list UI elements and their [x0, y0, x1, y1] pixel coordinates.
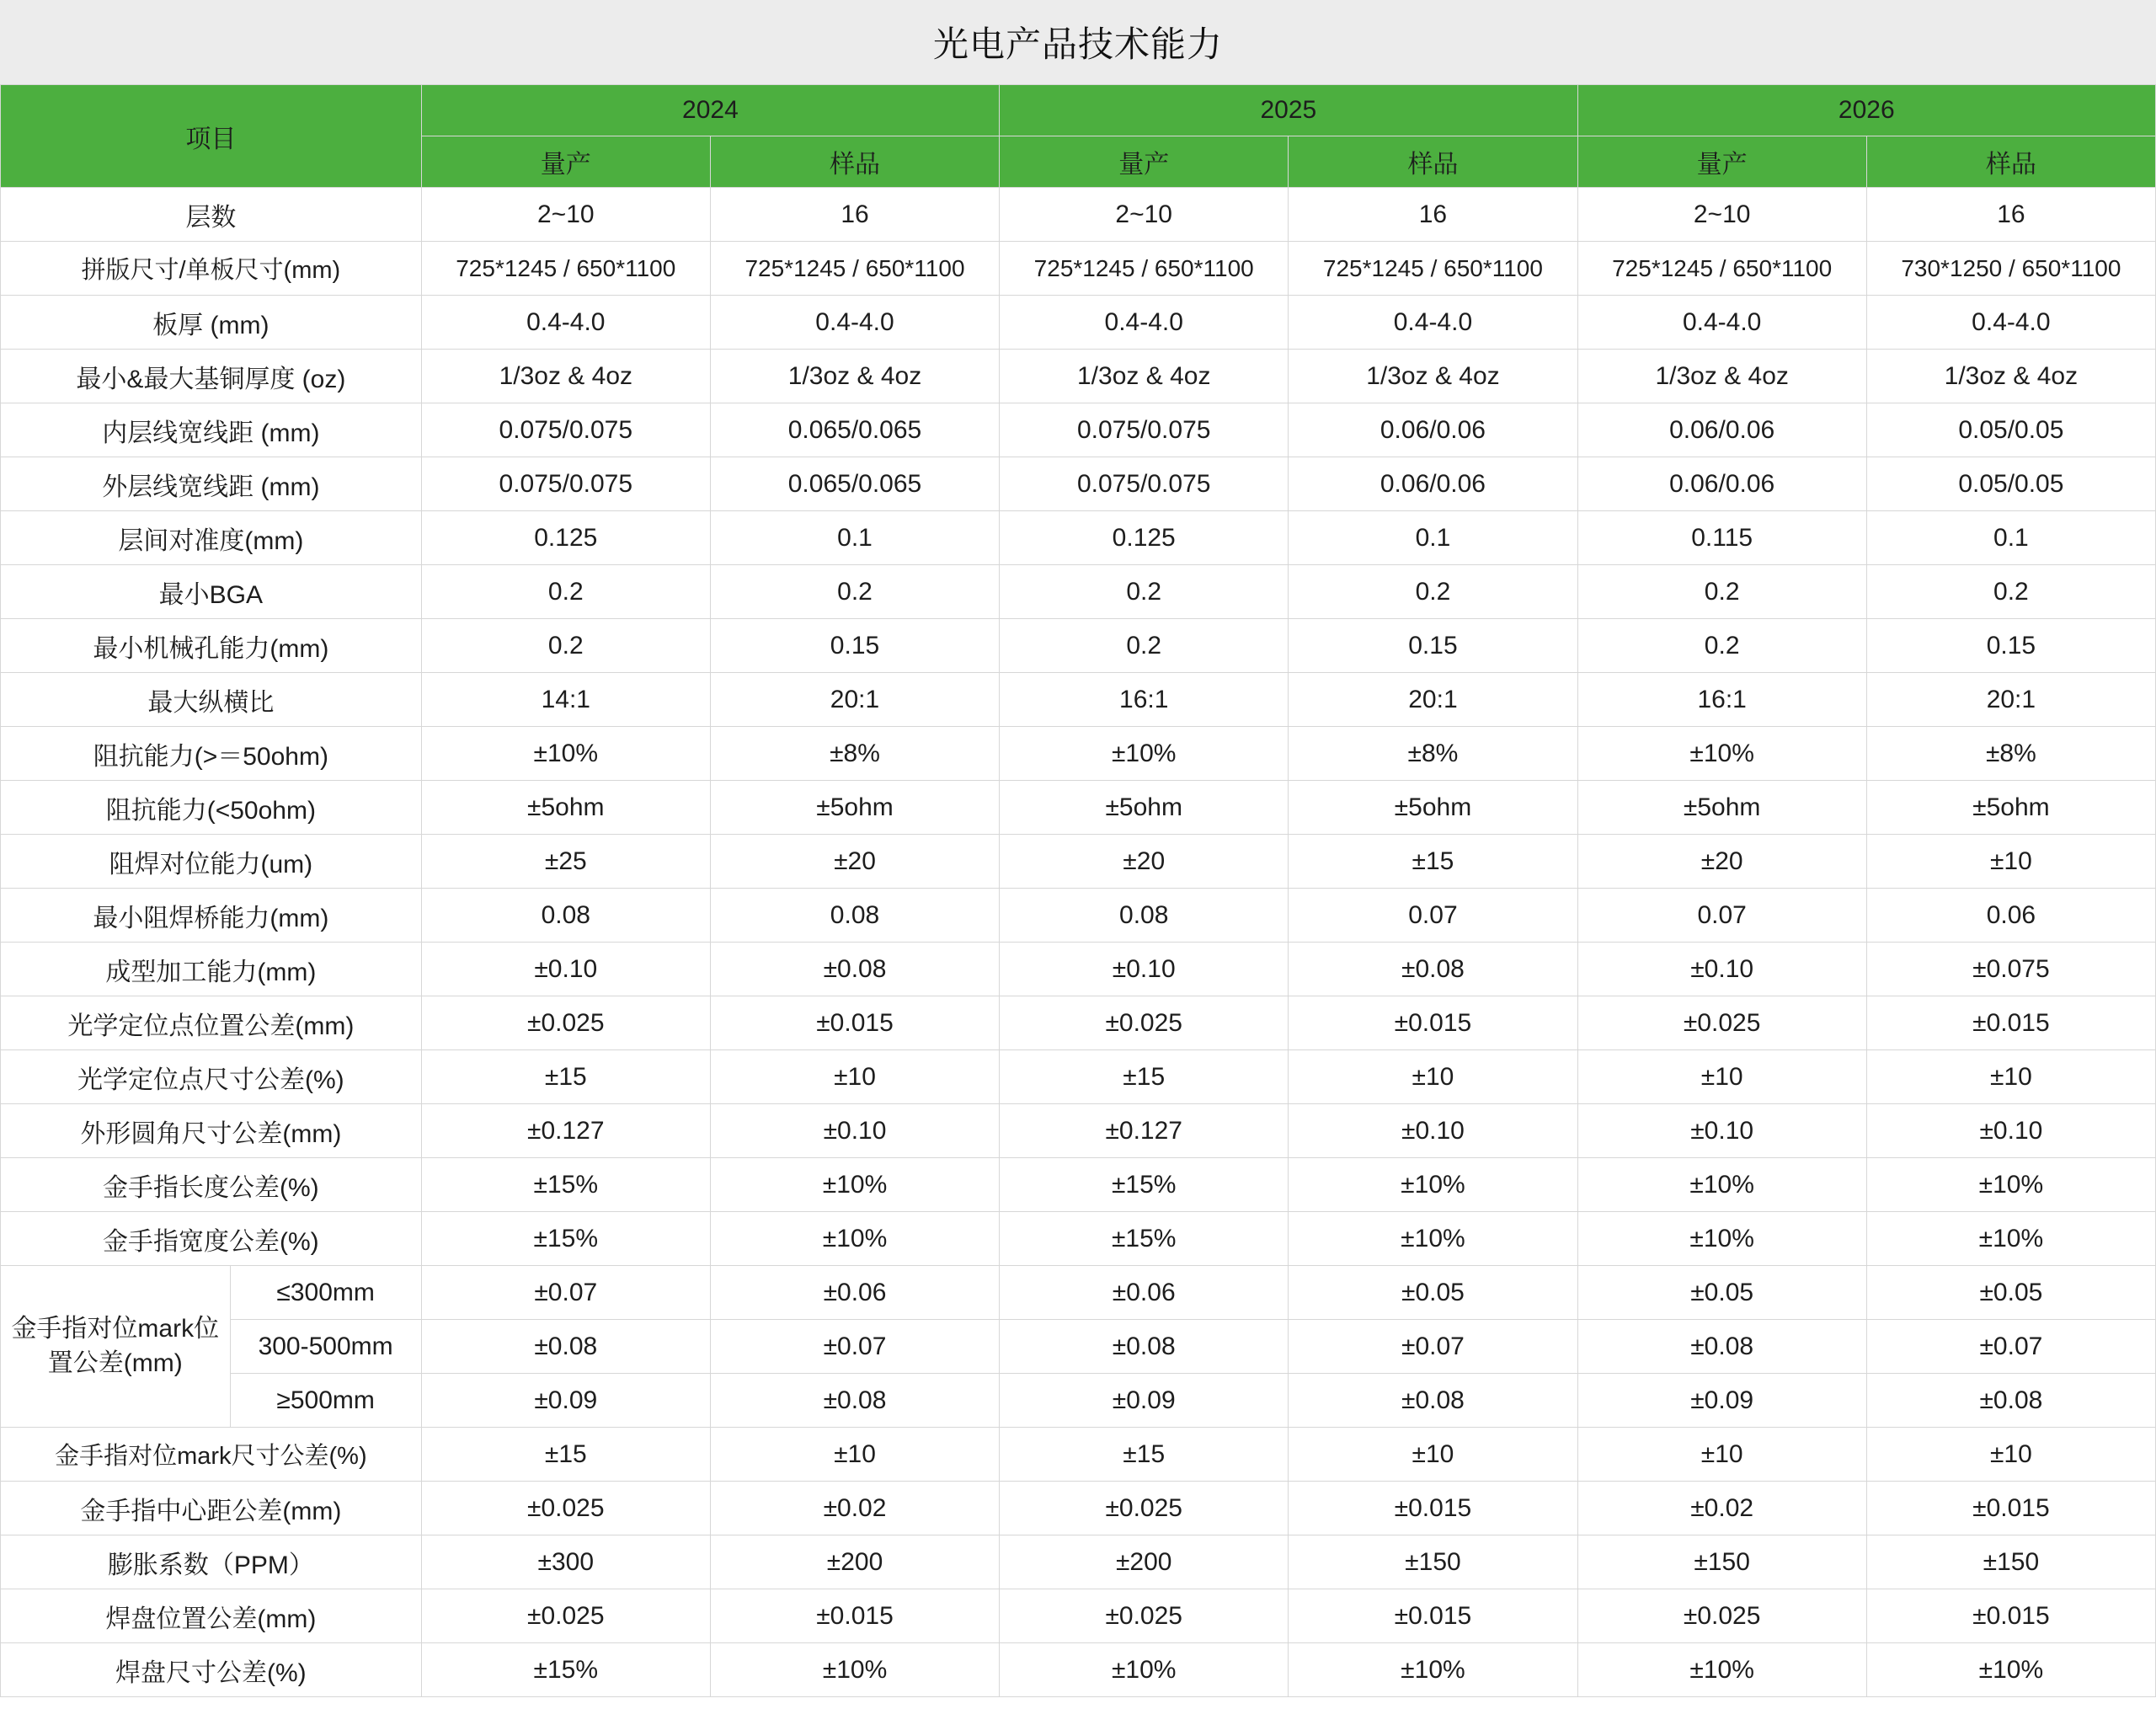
cell: ±0.09: [1577, 1374, 1866, 1428]
cell: ±0.08: [421, 1320, 710, 1374]
row-label: 膨胀系数（PPM）: [1, 1535, 422, 1589]
cell: 0.115: [1577, 511, 1866, 565]
cell: 725*1245 / 650*1100: [710, 242, 999, 296]
table-row: [1, 403, 2156, 457]
cell: 1/3oz & 4oz: [1866, 350, 2155, 403]
cell: ±5ohm: [1577, 781, 1866, 835]
header-sub-2026-sample: 样品: [1866, 136, 2155, 188]
cell: 0.2: [1000, 619, 1289, 673]
cell: ±0.08: [710, 1374, 999, 1428]
cell: ±0.08: [1289, 943, 1577, 996]
cell: ±10: [1577, 1428, 1866, 1482]
cell: 1/3oz & 4oz: [1289, 350, 1577, 403]
cell: 20:1: [1289, 673, 1577, 727]
cell: ±0.02: [710, 1482, 999, 1535]
cell: 0.2: [1577, 565, 1866, 619]
table-row: [1, 1158, 2156, 1212]
cell: ±10%: [1577, 1158, 1866, 1212]
cell: 0.4-4.0: [421, 296, 710, 350]
cell: ±0.10: [710, 1104, 999, 1158]
cell: 1/3oz & 4oz: [1000, 350, 1289, 403]
row-label: 光学定位点位置公差(mm): [1, 996, 422, 1050]
header-sub-2026-mass: 量产: [1577, 136, 1866, 188]
table-row: [1, 511, 2156, 565]
cell: ±10%: [1289, 1158, 1577, 1212]
cell: ±0.025: [421, 1589, 710, 1643]
header-sub-2024-sample: 样品: [710, 136, 999, 188]
cell: ±0.015: [1866, 1589, 2155, 1643]
cell: ±10%: [1866, 1158, 2155, 1212]
cell: ±10: [710, 1428, 999, 1482]
cell: ±5ohm: [1866, 781, 2155, 835]
cell: ±0.025: [1000, 996, 1289, 1050]
cell: 16:1: [1000, 673, 1289, 727]
cell: ±10%: [421, 727, 710, 781]
header-sub-2025-sample: 样品: [1289, 136, 1577, 188]
cell: 1/3oz & 4oz: [421, 350, 710, 403]
cell: ±0.08: [1577, 1320, 1866, 1374]
cell: ±10: [1866, 1050, 2155, 1104]
table-row: [1, 781, 2156, 835]
cell: ±0.06: [710, 1266, 999, 1320]
cell: ±0.015: [1866, 1482, 2155, 1535]
cell: ±20: [1577, 835, 1866, 889]
cell: ±0.02: [1577, 1482, 1866, 1535]
cell: 0.4-4.0: [1000, 296, 1289, 350]
cell: 0.1: [1289, 511, 1577, 565]
row-label: 阻抗能力(>＝50ohm): [1, 727, 422, 781]
table-row: [1, 457, 2156, 511]
cell: ±0.015: [1866, 996, 2155, 1050]
cell: 0.1: [710, 511, 999, 565]
table-row: [1, 1589, 2156, 1643]
table-row: [1, 242, 2156, 296]
cell: ±0.10: [1866, 1104, 2155, 1158]
cell: ±10%: [1866, 1212, 2155, 1266]
table-row: [1, 1643, 2156, 1697]
cell: ±15: [421, 1050, 710, 1104]
table-row: [1, 350, 2156, 403]
table-row: [1, 1104, 2156, 1158]
cell: 20:1: [710, 673, 999, 727]
cell: ±0.015: [710, 996, 999, 1050]
cell: ±10: [1866, 1428, 2155, 1482]
cell: ±10%: [710, 1212, 999, 1266]
cell: 0.08: [1000, 889, 1289, 943]
cell: ±15%: [1000, 1158, 1289, 1212]
row-label: 焊盘位置公差(mm): [1, 1589, 422, 1643]
cell: 0.2: [710, 565, 999, 619]
cell: ±150: [1866, 1535, 2155, 1589]
row-label: 板厚 (mm): [1, 296, 422, 350]
row-label: 金手指宽度公差(%): [1, 1212, 422, 1266]
cell: 0.4-4.0: [1289, 296, 1577, 350]
cell: 16: [1866, 188, 2155, 242]
cell: 0.125: [1000, 511, 1289, 565]
cell: 0.2: [421, 619, 710, 673]
cell: ±10%: [1000, 727, 1289, 781]
cell: ±10%: [710, 1643, 999, 1697]
row-label: 最小阻焊桥能力(mm): [1, 889, 422, 943]
group-sub-label: ≤300mm: [230, 1266, 421, 1320]
header-sub-2024-mass: 量产: [421, 136, 710, 188]
cell: 725*1245 / 650*1100: [1000, 242, 1289, 296]
cell: ±0.05: [1289, 1266, 1577, 1320]
cell: 16: [710, 188, 999, 242]
cell: ±5ohm: [710, 781, 999, 835]
cell: ±20: [710, 835, 999, 889]
cell: 0.065/0.065: [710, 403, 999, 457]
table-row: [1, 1535, 2156, 1589]
table-row: [1, 943, 2156, 996]
cell: ±10%: [1289, 1212, 1577, 1266]
cell: 0.075/0.075: [421, 457, 710, 511]
cell: ±0.015: [1289, 1589, 1577, 1643]
row-label: 最大纵横比: [1, 673, 422, 727]
table-row: [1, 1050, 2156, 1104]
cell: ±0.07: [421, 1266, 710, 1320]
table-header: [1, 85, 2156, 188]
cell: 16:1: [1577, 673, 1866, 727]
row-label: 最小机械孔能力(mm): [1, 619, 422, 673]
row-label: 金手指中心距公差(mm): [1, 1482, 422, 1535]
cell: ±20: [1000, 835, 1289, 889]
cell: ±0.10: [1289, 1104, 1577, 1158]
table-row: [1, 1320, 2156, 1374]
cell: 0.05/0.05: [1866, 457, 2155, 511]
row-label: 阻抗能力(<50ohm): [1, 781, 422, 835]
cell: ±25: [421, 835, 710, 889]
row-label: 最小BGA: [1, 565, 422, 619]
cell: ±300: [421, 1535, 710, 1589]
cell: ±10%: [1577, 727, 1866, 781]
cell: ±0.07: [1289, 1320, 1577, 1374]
cell: 0.15: [1289, 619, 1577, 673]
cell: 2~10: [421, 188, 710, 242]
cell: ±0.07: [1866, 1320, 2155, 1374]
table-row: [1, 1428, 2156, 1482]
cell: ±0.075: [1866, 943, 2155, 996]
cell: 0.125: [421, 511, 710, 565]
group-sub-label: 300-500mm: [230, 1320, 421, 1374]
row-label: 层数: [1, 188, 422, 242]
cell: ±10%: [1577, 1643, 1866, 1697]
cell: 725*1245 / 650*1100: [1577, 242, 1866, 296]
cell: ±15%: [421, 1643, 710, 1697]
cell: ±10: [1289, 1428, 1577, 1482]
cell: ±150: [1577, 1535, 1866, 1589]
cell: 16: [1289, 188, 1577, 242]
cell: 0.07: [1289, 889, 1577, 943]
cell: 0.2: [1866, 565, 2155, 619]
cell: ±0.127: [1000, 1104, 1289, 1158]
cell: 0.06/0.06: [1577, 457, 1866, 511]
cell: 0.2: [1000, 565, 1289, 619]
cell: ±200: [1000, 1535, 1289, 1589]
page-title: 光电产品技术能力: [932, 24, 1223, 64]
cell: ±10: [1289, 1050, 1577, 1104]
cell: 0.2: [421, 565, 710, 619]
cell: ±200: [710, 1535, 999, 1589]
cell: ±0.07: [710, 1320, 999, 1374]
table-row: [1, 188, 2156, 242]
cell: ±10%: [710, 1158, 999, 1212]
cell: ±0.10: [1577, 943, 1866, 996]
table-row: [1, 889, 2156, 943]
cell: 1/3oz & 4oz: [1577, 350, 1866, 403]
cell: ±0.08: [1289, 1374, 1577, 1428]
table-body: [1, 188, 2156, 1697]
cell: ±0.05: [1866, 1266, 2155, 1320]
cell: ±0.09: [421, 1374, 710, 1428]
cell: ±0.025: [1000, 1482, 1289, 1535]
header-item: 项目: [1, 85, 422, 188]
cell: ±0.08: [1866, 1374, 2155, 1428]
cell: ±0.127: [421, 1104, 710, 1158]
cell: ±0.06: [1000, 1266, 1289, 1320]
table-row: [1, 835, 2156, 889]
row-label: 阻焊对位能力(um): [1, 835, 422, 889]
title-bar: [0, 0, 2156, 84]
cell: ±15: [421, 1428, 710, 1482]
cell: 0.06/0.06: [1289, 457, 1577, 511]
cell: ±8%: [1289, 727, 1577, 781]
cell: ±10%: [1577, 1212, 1866, 1266]
cell: ±10%: [1866, 1643, 2155, 1697]
cell: ±0.015: [1289, 996, 1577, 1050]
cell: ±10%: [1000, 1643, 1289, 1697]
cell: 725*1245 / 650*1100: [421, 242, 710, 296]
table-row: [1, 996, 2156, 1050]
cell: 14:1: [421, 673, 710, 727]
row-label: 内层线宽线距 (mm): [1, 403, 422, 457]
row-label: 外层线宽线距 (mm): [1, 457, 422, 511]
table-row: [1, 296, 2156, 350]
cell: ±15: [1000, 1428, 1289, 1482]
cell: 20:1: [1866, 673, 2155, 727]
cell: 0.06/0.06: [1289, 403, 1577, 457]
cell: ±0.015: [710, 1589, 999, 1643]
cell: 0.08: [710, 889, 999, 943]
cell: 730*1250 / 650*1100: [1866, 242, 2155, 296]
cell: 0.06/0.06: [1577, 403, 1866, 457]
cell: 0.1: [1866, 511, 2155, 565]
cell: 2~10: [1577, 188, 1866, 242]
cell: ±8%: [1866, 727, 2155, 781]
header-year-2024: 2024: [421, 85, 999, 136]
cell: ±15%: [421, 1158, 710, 1212]
cell: ±15: [1000, 1050, 1289, 1104]
cell: ±0.015: [1289, 1482, 1577, 1535]
cell: ±0.025: [421, 1482, 710, 1535]
cell: 0.4-4.0: [1577, 296, 1866, 350]
group-row-label: 金手指对位mark位置公差(mm): [1, 1266, 231, 1428]
cell: 0.075/0.075: [1000, 403, 1289, 457]
row-label: 最小&最大基铜厚度 (oz): [1, 350, 422, 403]
cell: ±5ohm: [1000, 781, 1289, 835]
row-label: 金手指对位mark尺寸公差(%): [1, 1428, 422, 1482]
group-sub-label: ≥500mm: [230, 1374, 421, 1428]
row-label: 光学定位点尺寸公差(%): [1, 1050, 422, 1104]
cell: ±15%: [421, 1212, 710, 1266]
cell: 0.2: [1289, 565, 1577, 619]
cell: 0.075/0.075: [421, 403, 710, 457]
cell: 0.08: [421, 889, 710, 943]
cell: ±0.08: [710, 943, 999, 996]
table-row: [1, 1482, 2156, 1535]
cell: ±5ohm: [1289, 781, 1577, 835]
table-row: [1, 619, 2156, 673]
row-label: 拼版尺寸/单板尺寸(mm): [1, 242, 422, 296]
cell: 0.4-4.0: [1866, 296, 2155, 350]
cell: 725*1245 / 650*1100: [1289, 242, 1577, 296]
cell: 0.06: [1866, 889, 2155, 943]
cell: ±10%: [1289, 1643, 1577, 1697]
cell: 2~10: [1000, 188, 1289, 242]
cell: ±15: [1289, 835, 1577, 889]
cell: ±0.025: [1577, 996, 1866, 1050]
cell: 0.15: [1866, 619, 2155, 673]
table-row: [1, 673, 2156, 727]
cell: ±0.10: [1000, 943, 1289, 996]
cell: 0.075/0.075: [1000, 457, 1289, 511]
cell: 0.07: [1577, 889, 1866, 943]
row-label: 金手指长度公差(%): [1, 1158, 422, 1212]
header-year-2025: 2025: [1000, 85, 1577, 136]
cell: ±8%: [710, 727, 999, 781]
cell: ±0.05: [1577, 1266, 1866, 1320]
cell: ±0.025: [1577, 1589, 1866, 1643]
cell: ±10: [1577, 1050, 1866, 1104]
cell: ±0.10: [1577, 1104, 1866, 1158]
cell: ±0.10: [421, 943, 710, 996]
cell: ±0.025: [421, 996, 710, 1050]
cell: ±0.09: [1000, 1374, 1289, 1428]
capability-table: [0, 84, 2156, 1697]
table-row: [1, 1374, 2156, 1428]
row-label: 焊盘尺寸公差(%): [1, 1643, 422, 1697]
cell: 0.15: [710, 619, 999, 673]
cell: ±5ohm: [421, 781, 710, 835]
cell: ±150: [1289, 1535, 1577, 1589]
table-row: [1, 565, 2156, 619]
row-label: 外形圆角尺寸公差(mm): [1, 1104, 422, 1158]
cell: 1/3oz & 4oz: [710, 350, 999, 403]
cell: 0.2: [1577, 619, 1866, 673]
table-row: [1, 727, 2156, 781]
cell: ±0.025: [1000, 1589, 1289, 1643]
header-sub-2025-mass: 量产: [1000, 136, 1289, 188]
row-label: 层间对准度(mm): [1, 511, 422, 565]
cell: ±10: [1866, 835, 2155, 889]
cell: 0.05/0.05: [1866, 403, 2155, 457]
header-year-2026: 2026: [1577, 85, 2155, 136]
cell: ±10: [710, 1050, 999, 1104]
table-row: [1, 1212, 2156, 1266]
table-row: [1, 1266, 2156, 1320]
cell: ±15%: [1000, 1212, 1289, 1266]
cell: 0.4-4.0: [710, 296, 999, 350]
cell: ±0.08: [1000, 1320, 1289, 1374]
cell: 0.065/0.065: [710, 457, 999, 511]
row-label: 成型加工能力(mm): [1, 943, 422, 996]
